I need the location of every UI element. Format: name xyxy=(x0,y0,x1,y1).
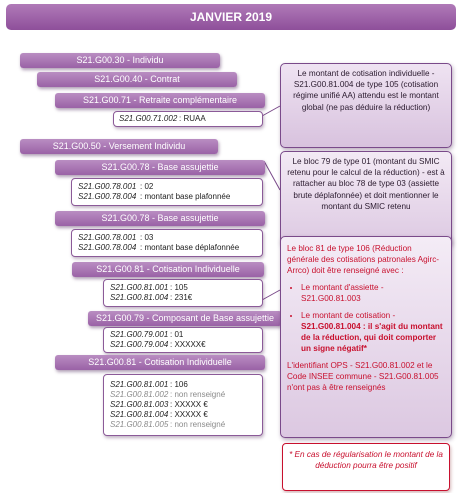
note-item-bold: S21.G00.81.004 : il s'agit du montant de la réduction, qui doit comporter un signe négatif* xyxy=(301,322,443,353)
field-key: S21.G00.81.001 xyxy=(110,283,169,292)
note-montant-cotisation: Le montant de cotisation individuelle - S21.G00.81.004 de type 105 (cotisation régime unifié AA) attendu est le montant global (ne pas déduire la réduction) xyxy=(280,63,452,148)
comp-box xyxy=(103,327,263,353)
page-title: JANVIER 2019 xyxy=(6,4,456,30)
field-key: S21.G00.81.002 xyxy=(110,390,169,399)
field-key: S21.G00.78.004 xyxy=(78,243,137,252)
note-item-text: Le montant de cotisation - xyxy=(301,311,396,320)
cot2-box xyxy=(103,374,263,436)
field-key: S21.G00.78.001 xyxy=(78,233,137,242)
field-value: : 02 xyxy=(140,182,154,191)
field-value: : 231€ xyxy=(170,293,193,302)
block-comp-header: S21.G00.79 - Composant de Base assujettie xyxy=(88,311,282,326)
field-value: : montant base déplafonnée xyxy=(140,243,240,252)
block-retraite-header: S21.G00.71 - Retraite complémentaire xyxy=(55,93,265,108)
field-value: : non renseigné xyxy=(170,420,226,429)
field-value: : RUAA xyxy=(179,114,206,123)
note-intro: Le bloc 81 de type 106 (Réduction générale des cotisations patronales Agirc-Arrco) doit être renseigné avec : xyxy=(287,244,440,275)
field-key: S21.G00.81.001 xyxy=(110,380,169,389)
field-value: : 03 xyxy=(140,233,154,242)
note-regularisation: * En cas de régularisation le montant de la déduction pourra être positif xyxy=(282,443,450,491)
field-value: : XXXXX € xyxy=(170,410,208,419)
note-bloc-79: Le bloc 79 de type 01 (montant du SMIC retenu pour le calcul de la réduction) - est à rattacher au bloc 78 de type 03 (assiette brute déplafonnée) et doit mentionner le montant du SMIC retenu xyxy=(280,151,452,246)
block-base2-header: S21.G00.78 - Base assujettie xyxy=(55,211,265,226)
note-bloc-81 xyxy=(280,236,452,438)
field-value: : XXXXX€ xyxy=(170,340,206,349)
field-key: S21.G00.81.004 xyxy=(110,293,169,302)
note-item-assiette: • Le montant d'assiette - S21.G00.81.003 xyxy=(301,282,445,304)
base1-box xyxy=(71,178,263,206)
block-base1-header: S21.G00.78 - Base assujettie xyxy=(55,160,265,175)
note-outro: L'identifiant OPS - S21.G00.81.002 et le Code INSEE commune - S21.G00.81.005 n'ont pas à être renseignés xyxy=(287,361,439,392)
field-key: S21.G00.78.004 xyxy=(78,192,137,201)
base2-box xyxy=(71,229,263,257)
field-value: : non renseigné xyxy=(170,390,226,399)
field-value: : 01 xyxy=(170,330,184,339)
field-key: S21.G00.79.001 xyxy=(110,330,169,339)
field-key: S21.G00.81.004 xyxy=(110,410,169,419)
field-key: S21.G00.79.004 xyxy=(110,340,169,349)
field-key: S21.G00.81.003 xyxy=(110,400,169,409)
field-key: S21.G00.71.002 xyxy=(119,114,178,123)
block-cot1-header: S21.G00.81 - Cotisation Individuelle xyxy=(72,262,264,277)
field-value: : XXXXX € xyxy=(170,400,208,409)
block-versement-header: S21.G00.50 - Versement Individu xyxy=(20,139,218,154)
retraite-box xyxy=(113,111,263,127)
field-key: S21.G00.81.005 xyxy=(110,420,169,429)
field-value: : 106 xyxy=(170,380,188,389)
block-cot2-header: S21.G00.81 - Cotisation Individuelle xyxy=(55,355,265,370)
cot1-box xyxy=(103,279,263,307)
note-item-cotisation xyxy=(301,310,445,354)
block-individu-header: S21.G00.30 - Individu xyxy=(20,53,220,68)
field-value: : 105 xyxy=(170,283,188,292)
field-value: : montant base plafonnée xyxy=(140,192,231,201)
block-contrat-header: S21.G00.40 - Contrat xyxy=(37,72,237,87)
field-key: S21.G00.78.001 xyxy=(78,182,137,191)
